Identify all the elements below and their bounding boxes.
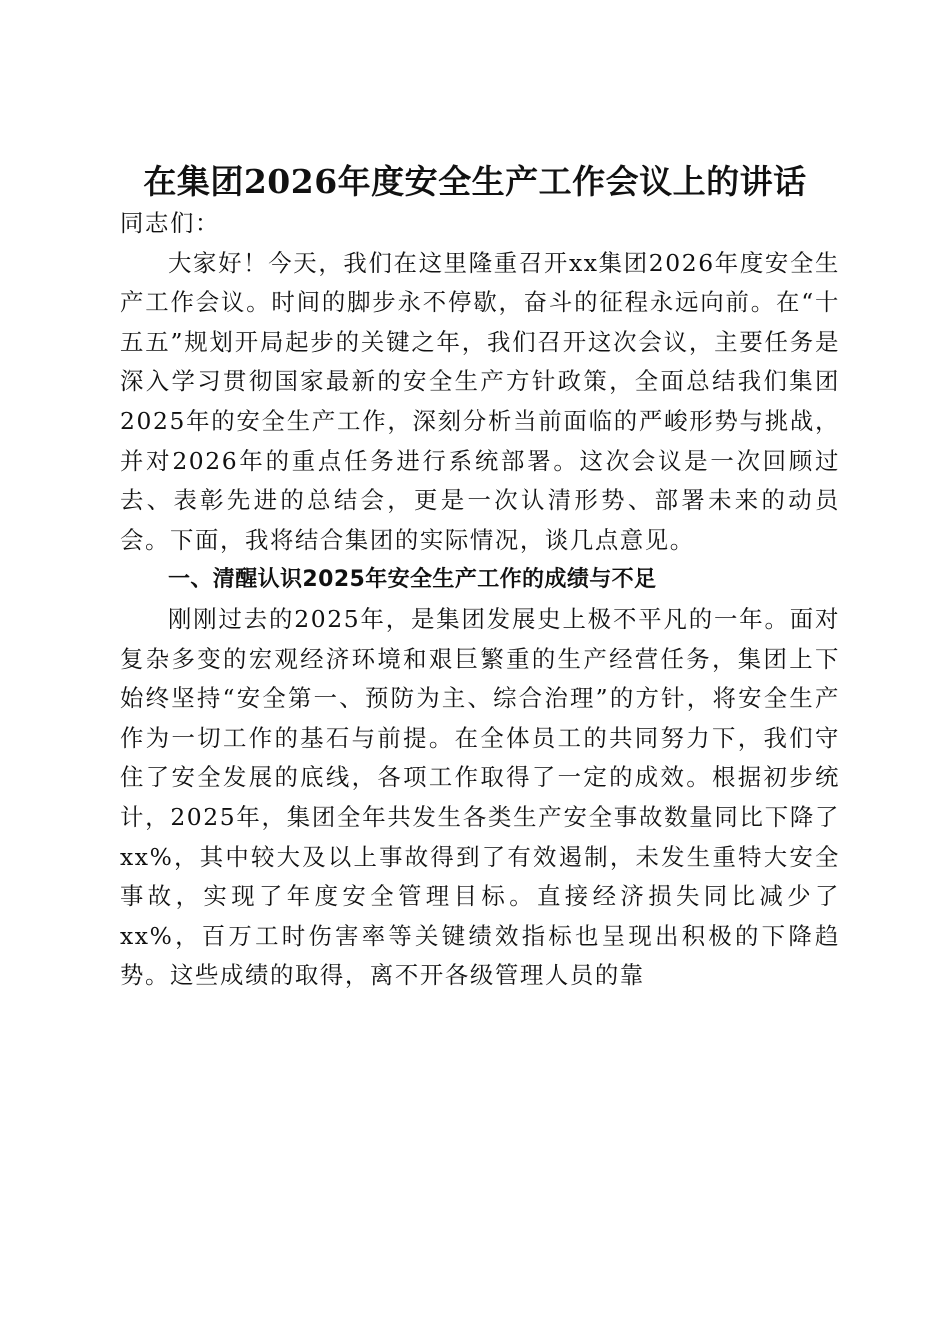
section-heading-1: 一、清醒认识2025年安全生产工作的成绩与不足 bbox=[168, 567, 657, 593]
paragraph-opening: 大家好！今天，我们在这里隆重召开xx集团2026年度安全生产工作会议。时间的脚步永不停歇，奋斗的征程永远向前。在“十五五”规划开局起步的关键之年，我们召开这次会议，主要任务是深入学习贯彻国家最新的安全生产方针政策，全面总结我们集团2025年的安全生产工作，深刻分析当前面临的严峻形势与挑战，并对2026年的重点任务进行系统部署。这次会议是一次回顾过去、表彰先进的总结会，更是一次认清形势、部署未来的动员会。下面，我将结合集团的实际情况，谈几点意见。 bbox=[120, 248, 840, 554]
document-title: 在集团2026年度安全生产工作会议上的讲话 bbox=[143, 162, 807, 202]
salutation: 同志们： bbox=[120, 209, 220, 237]
document-body bbox=[120, 204, 840, 996]
paragraph-achievements: 刚刚过去的2025年，是集团发展史上极不平凡的一年。面对复杂多变的宏观经济环境和艰巨繁重的生产经营任务，集团上下始终坚持“安全第一、预防为主、综合治理”的方针，将安全生产作为一切工作的基石与前提。在全体员工的共同努力下，我们守住了安全发展的底线，各项工作取得了一定的成效。根据初步统计，2025年，集团全年共发生各类生产安全事故数量同比下降了xx%，其中较大及以上事故得到了有效遏制，未发生重特大安全事故，实现了年度安全管理目标。直接经济损失同比减少了xx%，百万工时伤害率等关键绩效指标也呈现出积极的下降趋势。这些成绩的取得，离不开各级管理人员的靠 bbox=[120, 604, 840, 990]
